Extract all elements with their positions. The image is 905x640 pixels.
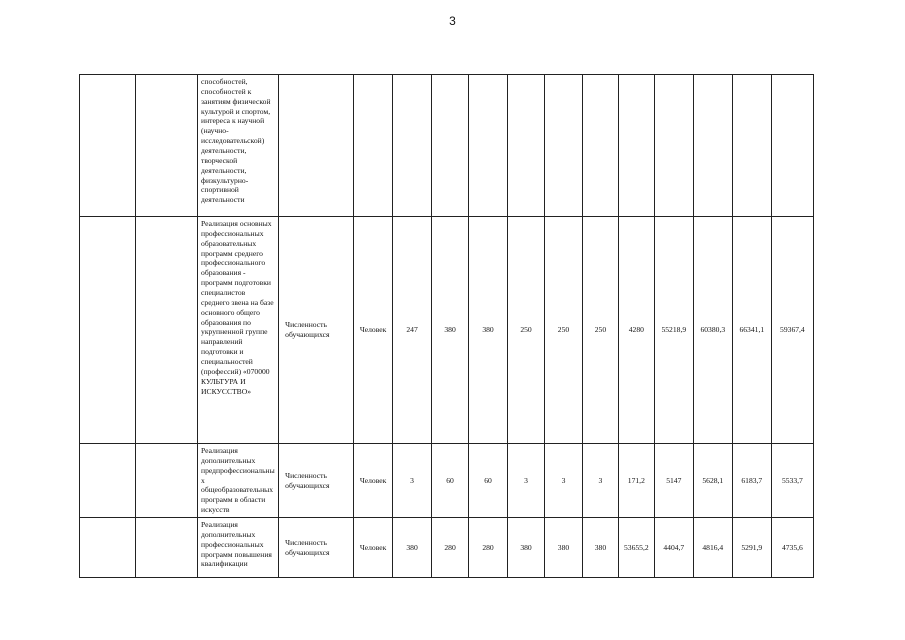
name-cell <box>136 518 198 578</box>
value-cell <box>654 75 693 217</box>
value-cell <box>508 75 545 217</box>
value-cell: 247 <box>393 217 432 444</box>
value-cell: 250 <box>582 217 618 444</box>
unit-cell: Человек <box>354 217 393 444</box>
service-description: Реализация дополнительных предпрофессиональных общеобразовательных программ в области искусств <box>198 444 279 518</box>
value-cell: 380 <box>393 518 432 578</box>
value-cell <box>693 75 732 217</box>
name-cell <box>136 217 198 444</box>
value-cell: 250 <box>544 217 582 444</box>
number-cell <box>80 518 136 578</box>
table-row <box>80 217 814 444</box>
name-cell <box>136 75 198 217</box>
table-row <box>80 518 814 578</box>
value-cell: 60 <box>469 444 508 518</box>
number-cell <box>80 217 136 444</box>
value-cell: 3 <box>582 444 618 518</box>
value-cell: 280 <box>432 518 469 578</box>
value-cell: 4280 <box>618 217 654 444</box>
value-cell: 3 <box>544 444 582 518</box>
value-cell: 4816,4 <box>693 518 732 578</box>
value-cell: 280 <box>469 518 508 578</box>
name-cell <box>136 444 198 518</box>
number-cell <box>80 444 136 518</box>
unit-cell: Человек <box>354 444 393 518</box>
value-cell: 55218,9 <box>654 217 693 444</box>
indicator-cell: Численность обучающихся <box>279 444 354 518</box>
value-cell: 3 <box>393 444 432 518</box>
service-description: Реализация основных профессиональных образовательных программ среднего профессионального образования - программ подготовки специалистов среднего звена на базе основного общего образования по укрупненной группе направлений подготовки и специальностей (профессий) «070000 КУЛЬТУРА И ИСКУССТВО» <box>198 217 279 444</box>
table-row <box>80 75 814 217</box>
value-cell: 380 <box>432 217 469 444</box>
value-cell: 250 <box>508 217 545 444</box>
table-row <box>80 444 814 518</box>
value-cell <box>393 75 432 217</box>
budget-table <box>79 74 814 578</box>
value-cell: 5291,9 <box>732 518 771 578</box>
unit-cell <box>354 75 393 217</box>
value-cell: 6183,7 <box>732 444 771 518</box>
value-cell <box>771 75 813 217</box>
value-cell: 5147 <box>654 444 693 518</box>
value-cell: 59367,4 <box>771 217 813 444</box>
value-cell: 60 <box>432 444 469 518</box>
value-cell <box>544 75 582 217</box>
value-cell: 4735,6 <box>771 518 813 578</box>
value-cell: 171,2 <box>618 444 654 518</box>
value-cell <box>469 75 508 217</box>
value-cell: 380 <box>508 518 545 578</box>
service-description: способностей, способностей к занятиям физической культурой и спортом, интереса к научной (научно-исследовательской) деятельности, творческой деятельности, физкультурно-спортивной деятельности <box>198 75 279 217</box>
indicator-cell: Численность обучающихся <box>279 518 354 578</box>
value-cell <box>732 75 771 217</box>
service-description: Реализация дополнительных профессиональных программ повышения квалификации <box>198 518 279 578</box>
page-number: 3 <box>449 14 456 28</box>
value-cell: 66341,1 <box>732 217 771 444</box>
value-cell: 5628,1 <box>693 444 732 518</box>
indicator-cell: Численность обучающихся <box>279 217 354 444</box>
unit-cell: Человек <box>354 518 393 578</box>
value-cell: 380 <box>582 518 618 578</box>
value-cell <box>582 75 618 217</box>
indicator-cell <box>279 75 354 217</box>
value-cell: 4404,7 <box>654 518 693 578</box>
value-cell <box>618 75 654 217</box>
value-cell: 380 <box>469 217 508 444</box>
value-cell: 60380,3 <box>693 217 732 444</box>
value-cell: 3 <box>508 444 545 518</box>
value-cell: 380 <box>544 518 582 578</box>
value-cell <box>432 75 469 217</box>
value-cell: 53655,2 <box>618 518 654 578</box>
number-cell <box>80 75 136 217</box>
value-cell: 5533,7 <box>771 444 813 518</box>
